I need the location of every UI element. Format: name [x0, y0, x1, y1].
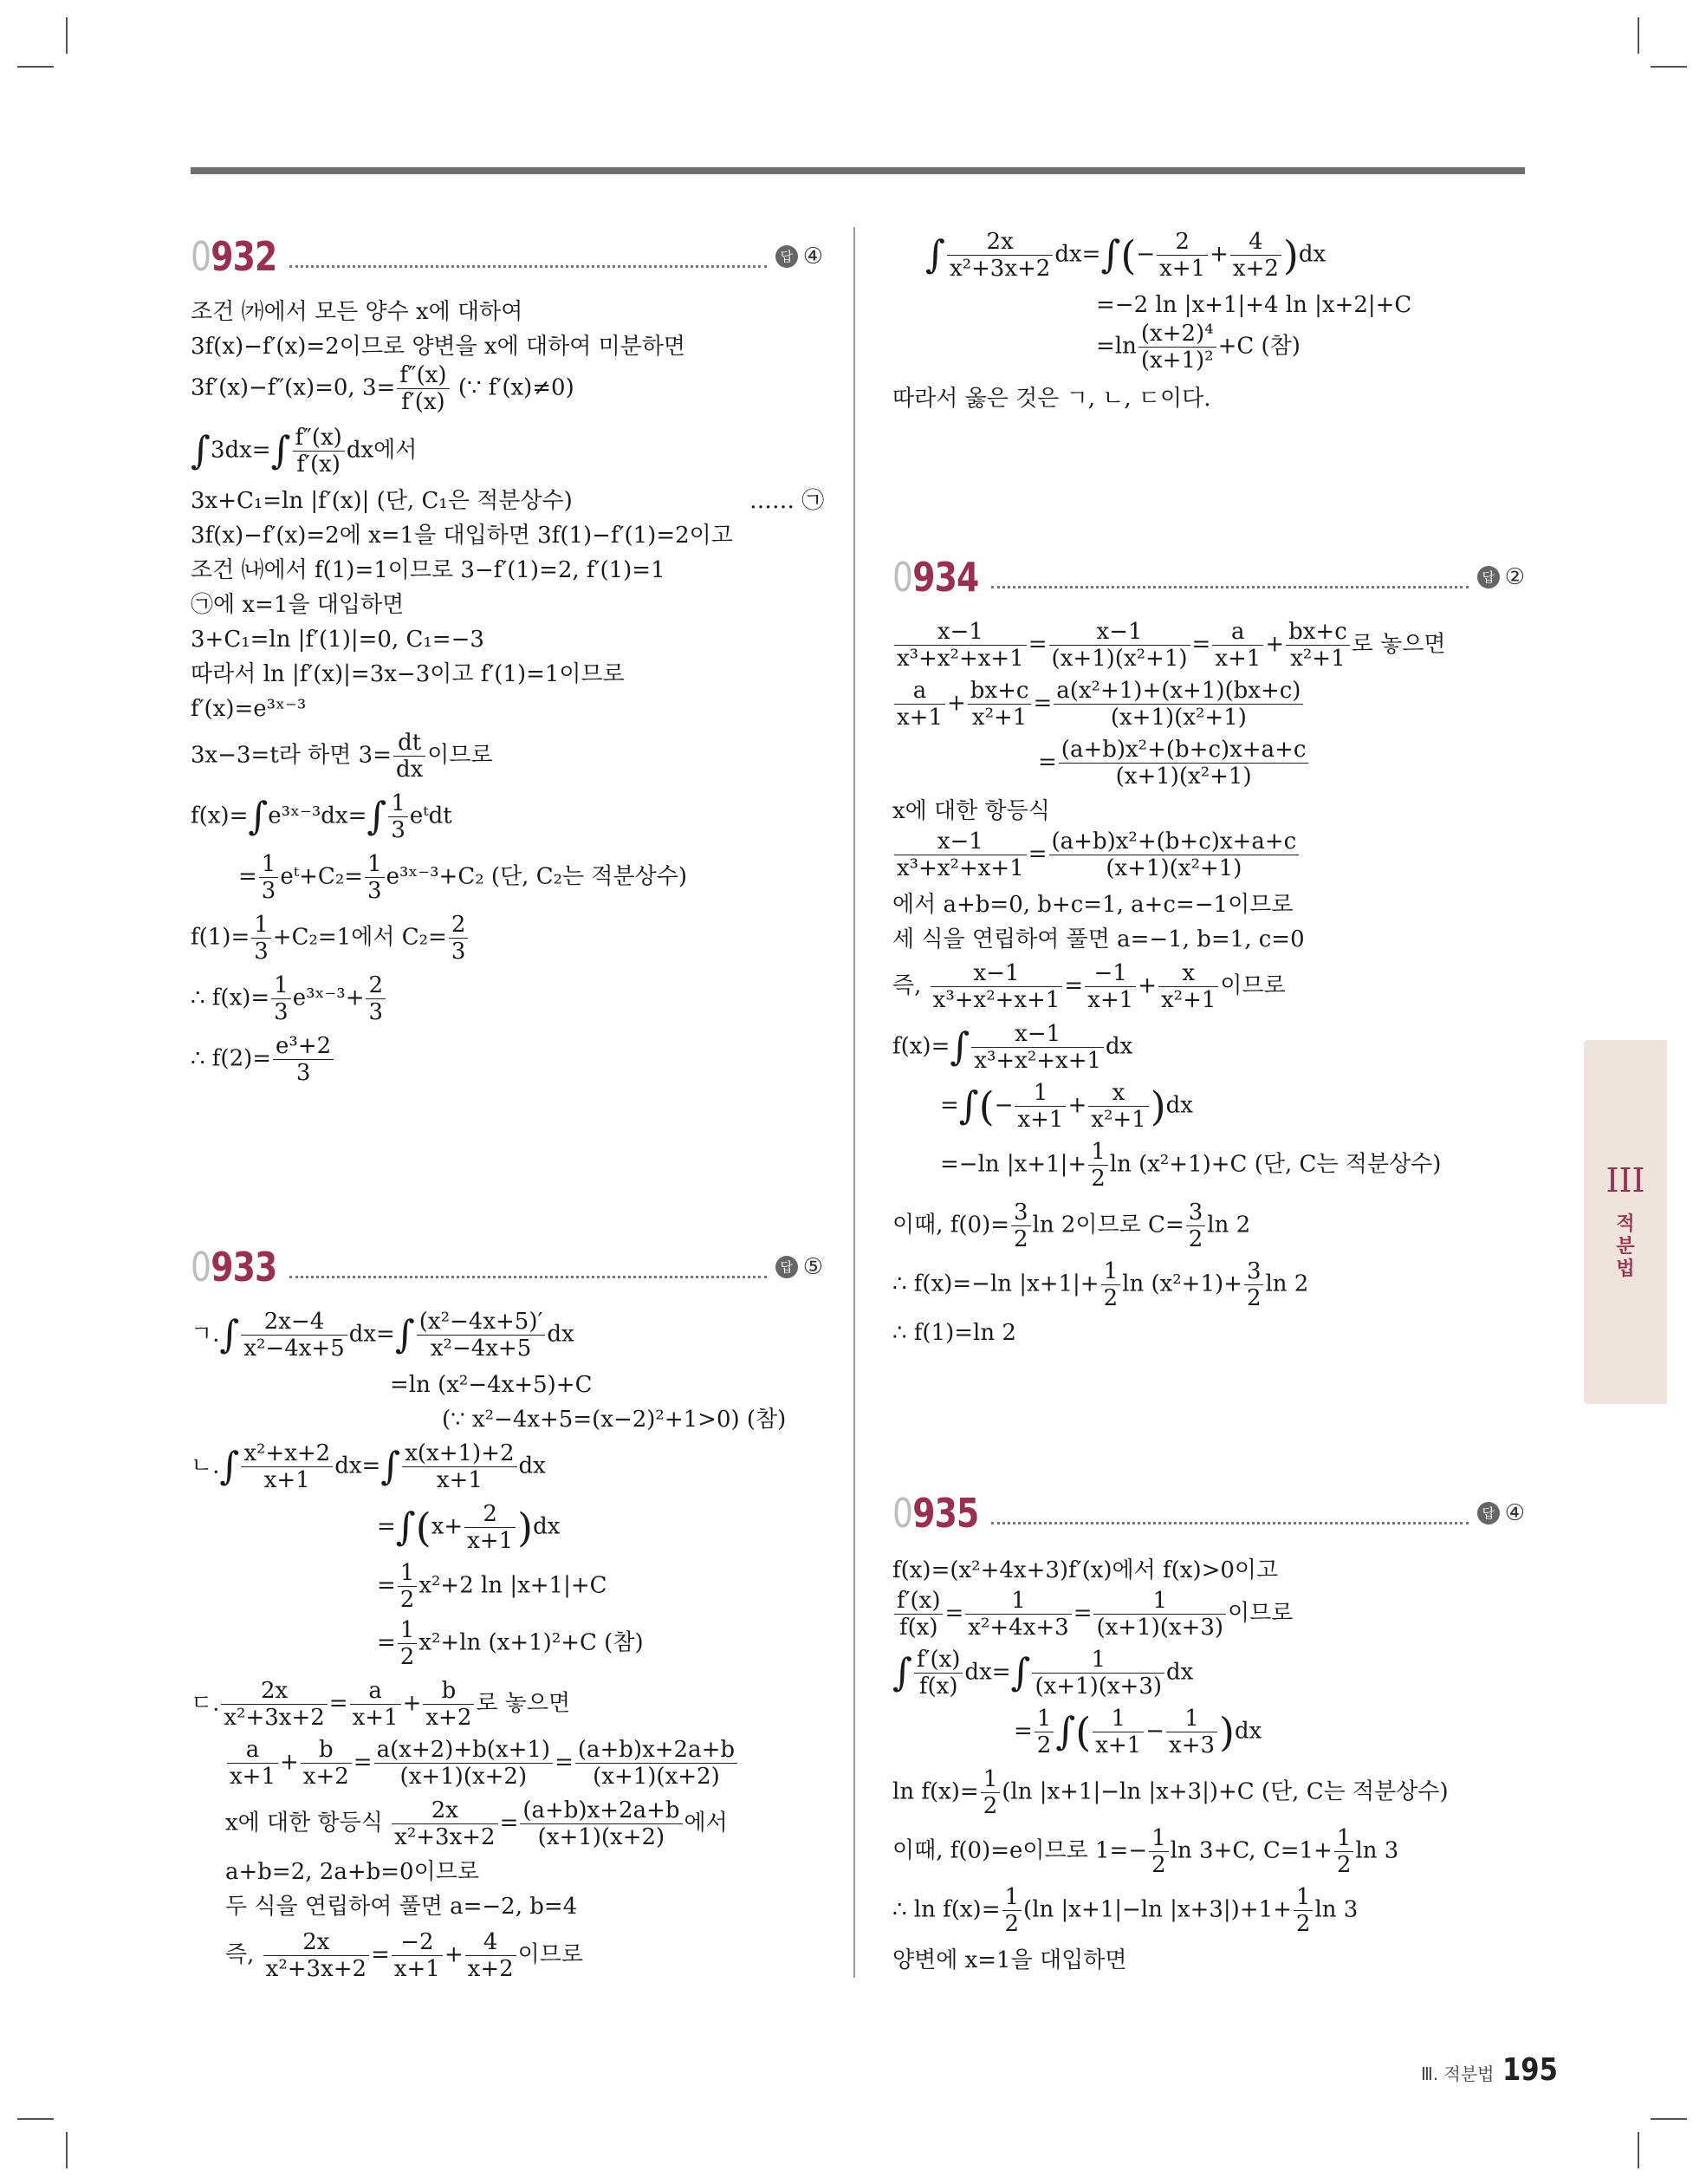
math-line: ∫ $\frac{f'(x)}{f(x)}$ dx=∫ $\frac{1}{(x+1)(x+3)}$ dx — [892, 1647, 1194, 1700]
crop-mark — [17, 66, 54, 68]
leader-dots — [991, 1503, 1469, 1524]
math-line: =ln $\frac{\text{(x+2)⁴}}{\text{(x+1)²}}$ +C (참) — [1096, 321, 1301, 374]
text-line: 따라서 ln |f′(x)|=3x−3이고 f′(1)=1이므로 — [191, 661, 625, 687]
math-line: ∴ f(2)= $\frac{\text{e³+2}}{3}$ — [191, 1033, 335, 1086]
math-line: =−2 ln |x+1|+4 ln |x+2|+C — [1096, 292, 1412, 318]
math-line: (∵ x²−4x+5=(x−2)²+1>0) (참) — [442, 1407, 787, 1433]
answer-badge: 답 ④ — [775, 244, 823, 270]
math-line: $\frac{x-1}{\text{x³+x²+x+1}}$ = $\frac{\text{(a+b)x²+(b+c)x+a+c}}{\text{(x+1)(x²+1)}}$ — [892, 829, 1301, 881]
math-line: 이때, f(0)= $\frac{3}{2}$ ln 2이므로 C= $\frac{3}{2}$ ln 2 — [892, 1199, 1251, 1252]
leader-dots — [289, 246, 767, 268]
math-line: = $\frac{1}{2}$ x²+2 ln |x+1|+C — [377, 1560, 607, 1613]
math-line: =∫(− $\frac{1}{x+1}$ + $\frac{x}{\text{x²+1}}$ )dx — [940, 1080, 1193, 1133]
answer-badge: 답 ④ — [1477, 1500, 1525, 1526]
problem-header-0935 — [892, 1487, 1525, 1539]
math-line: ∴ f(x)=−ln |x+1|+ $\frac{1}{2}$ ln (x²+1)+ $\frac{3}{2}$ ln 2 — [892, 1258, 1309, 1311]
math-line: ㄴ.∫ $\frac{\text{x²+x+2}}{x+1}$ dx=∫ $\frac{x(x+1)+2}{x+1}$ dx — [191, 1440, 546, 1493]
math-line: 3x−3=t라 하면 3= $\frac{dt}{dx}$ 이므로 — [191, 730, 493, 783]
math-line: ㄷ. $\frac{2x}{\text{x²+3x+2}}$ = $\frac{a}{x+1}$ + $\frac{b}{x+2}$ 로 놓으면 — [191, 1678, 571, 1731]
text-line: x에 대한 항등식 — [892, 798, 1050, 824]
math-line: ∴ f(x)= $\frac{1}{3}$ e³ˣ⁻³+ $\frac{2}{3}$ — [191, 972, 387, 1025]
text-line: 에서 a+b=0, b+c=1, a+c=−1이므로 — [892, 892, 1294, 918]
problem-number: 0934 — [892, 554, 979, 601]
leader-dots — [991, 567, 1469, 588]
text-line: 따라서 옳은 것은 ㄱ, ㄴ, ㄷ이다. — [892, 386, 1211, 412]
page-footer — [1421, 2052, 1568, 2088]
chapter-label: 적 분 법 — [1616, 1213, 1635, 1280]
equation-tag: …… ㉠ — [749, 488, 825, 514]
crop-mark — [1638, 17, 1639, 54]
problem-number: 0932 — [191, 233, 277, 280]
text-line: 양변에 x=1을 대입하면 — [892, 1947, 1127, 1973]
math-line: ln f(x)= $\frac{1}{2}$ (ln |x+1|−ln |x+3|)+C (단, C는 적분상수) — [892, 1766, 1449, 1819]
math-line: =−ln |x+1|+ $\frac{1}{2}$ ln (x²+1)+C (단, C는 적분상수) — [940, 1139, 1442, 1192]
math-line: 즉, $\frac{2x}{\text{x²+3x+2}}$ = $\frac{-2}{x+1}$ + $\frac{4}{x+2}$ 이므로 — [225, 1929, 584, 1982]
math-line: 즉, $\frac{x-1}{\text{x³+x²+x+1}}$ = $\frac{-1}{x+1}$ + $\frac{x}{\text{x²+1}}$ 이므로 — [892, 960, 1286, 1013]
math-line: =∫(x+ $\frac{2}{x+1}$ )dx — [377, 1501, 561, 1554]
math-line: f(x)=∫e³ˣ⁻³dx=∫ $\frac{1}{3}$ eᵗdt — [191, 790, 452, 843]
text-line: 3x+C₁=ln |f′(x)| (단, C₁은 적분상수) — [191, 488, 573, 514]
math-line: = $\frac{\text{(a+b)x²+(b+c)x+a+c}}{\text{(x+1)(x²+1)}}$ — [1038, 737, 1310, 790]
math-line: = $\frac{1}{2}$ ∫( $\frac{1}{x+1}$ − $\frac{1}{x+3}$ )dx — [1014, 1706, 1262, 1758]
math-line: ㄱ.∫ $\frac{2x-4}{\text{x²−4x+5}}$ dx=∫ $\frac{\text{(x²−4x+5)′}}{\text{x²−4x+5}}$ dx — [191, 1309, 574, 1362]
crop-mark — [1651, 66, 1687, 68]
crop-mark — [66, 17, 68, 54]
math-line: $\frac{a}{x+1}$ + $\frac{bx+c}{\text{x²+1}}$ = $\frac{\text{a(x²+1)+(x+1)(bx+c)}}{\text{(x+1)(x²+1)}}$ — [892, 678, 1305, 731]
problem-header-0933 — [191, 1241, 823, 1293]
problem-number: 0935 — [892, 1490, 979, 1537]
answer-icon: 답 — [1477, 1502, 1500, 1524]
crop-mark — [1638, 2132, 1639, 2168]
top-rule — [191, 167, 1525, 174]
chapter-roman: III — [1605, 1161, 1645, 1199]
math-line: ∴ ln f(x)= $\frac{1}{2}$ (ln |x+1|−ln |x+3|)+1+ $\frac{1}{2}$ ln 3 — [892, 1884, 1359, 1937]
text-line: 두 식을 연립하여 풀면 a=−2, b=4 — [225, 1894, 578, 1920]
math-line: = $\frac{1}{3}$ eᵗ+C₂= $\frac{1}{3}$ e³ˣ⁻³+C₂ (단, C₂는 적분상수) — [238, 851, 688, 904]
problem-header-0932 — [191, 231, 823, 283]
math-line: f(1)= $\frac{1}{3}$ +C₂=1에서 C₂= $\frac{2}{3}$ — [191, 912, 470, 965]
math-line: 3f′(x)−f″(x)=0, 3= $\frac{f''(x)}{f'(x)}$ (∵ f′(x)≠0) — [191, 362, 574, 415]
answer-icon: 답 — [775, 245, 798, 268]
math-line: ∫3dx=∫ $\frac{f''(x)}{f'(x)}$ dx에서 — [191, 425, 418, 478]
math-line: $\frac{a}{x+1}$ + $\frac{b}{x+2}$ = $\frac{a(x+2)+b(x+1)}{(x+1)(x+2)}$ = $\frac{(a+b)x+2a+b}{(x+1)(x+2)}$ — [225, 1737, 739, 1790]
text-line: a+b=2, 2a+b=0이므로 — [225, 1859, 479, 1885]
math-line: =ln (x²−4x+5)+C — [390, 1372, 593, 1398]
text-line: 조건 ㈎에서 모든 양수 x에 대하여 — [191, 299, 523, 325]
text-line: ∴ f(1)=ln 2 — [892, 1320, 1016, 1346]
answer-badge: 답 ⑤ — [775, 1254, 823, 1280]
column-divider — [853, 227, 855, 1978]
text-line: 3f(x)−f′(x)=2이므로 양변을 x에 대하여 미분하면 — [191, 334, 686, 360]
crop-mark — [66, 2132, 68, 2168]
chapter-tab — [1584, 1040, 1667, 1404]
text-line: 3+C₁=ln |f′(1)|=0, C₁=−3 — [191, 627, 484, 653]
answer-icon: 답 — [1477, 566, 1500, 588]
text-line: ㉠에 x=1을 대입하면 — [191, 592, 405, 618]
text-line: f′(x)=e³ˣ⁻³ — [191, 696, 307, 722]
crop-mark — [1651, 2118, 1687, 2120]
math-line: 이때, f(0)=e이므로 1=− $\frac{1}{2}$ ln 3+C, C=1+ $\frac{1}{2}$ ln 3 — [892, 1825, 1399, 1878]
text-line: 3f(x)−f′(x)=2에 x=1을 대입하면 3f(1)−f′(1)=2이고 — [191, 523, 733, 549]
text-line: 세 식을 연립하여 풀면 a=−1, b=1, c=0 — [892, 926, 1305, 952]
math-line: x에 대한 항등식 $\frac{2x}{\text{x²+3x+2}}$ = $\frac{(a+b)x+2a+b}{(x+1)(x+2)}$ 에서 — [225, 1797, 728, 1850]
crop-mark — [17, 2118, 54, 2120]
problem-header-0934 — [892, 551, 1525, 603]
math-line: = $\frac{1}{2}$ x²+ln (x+1)²+C (참) — [377, 1617, 644, 1670]
problem-number: 0933 — [191, 1244, 277, 1290]
answer-icon: 답 — [775, 1256, 798, 1278]
footer-chapter: Ⅲ. 적분법 — [1421, 2064, 1495, 2084]
leader-dots — [289, 1257, 767, 1278]
math-line: ∫ $\frac{2x}{\text{x²+3x+2}}$ dx=∫(− $\frac{2}{x+1}$ + $\frac{4}{x+2}$ )dx — [925, 229, 1327, 282]
answer-badge: 답 ② — [1477, 564, 1525, 590]
text-line: f(x)=(x²+4x+3)f′(x)에서 f(x)>0이고 — [892, 1557, 1279, 1583]
page-number: 195 — [1502, 2052, 1559, 2088]
text-line: 조건 ㈏에서 f(1)=1이므로 3−f′(1)=2, f′(1)=1 — [191, 557, 665, 583]
math-line: f(x)=∫ $\frac{x-1}{\text{x³+x²+x+1}}$ dx — [892, 1021, 1133, 1074]
math-line: $\frac{x-1}{\text{x³+x²+x+1}}$ = $\frac{x-1}{\text{(x+1)(x²+1)}}$ = $\frac{a}{x+1}$ + $\frac{bx+c}{\text{x²+1}}$ 로 놓으면 — [892, 619, 1446, 672]
math-line: $\frac{f'(x)}{f(x)}$ = $\frac{1}{\text{x²+4x+3}}$ = $\frac{1}{(x+1)(x+3)}$ 이므로 — [892, 1588, 1293, 1641]
